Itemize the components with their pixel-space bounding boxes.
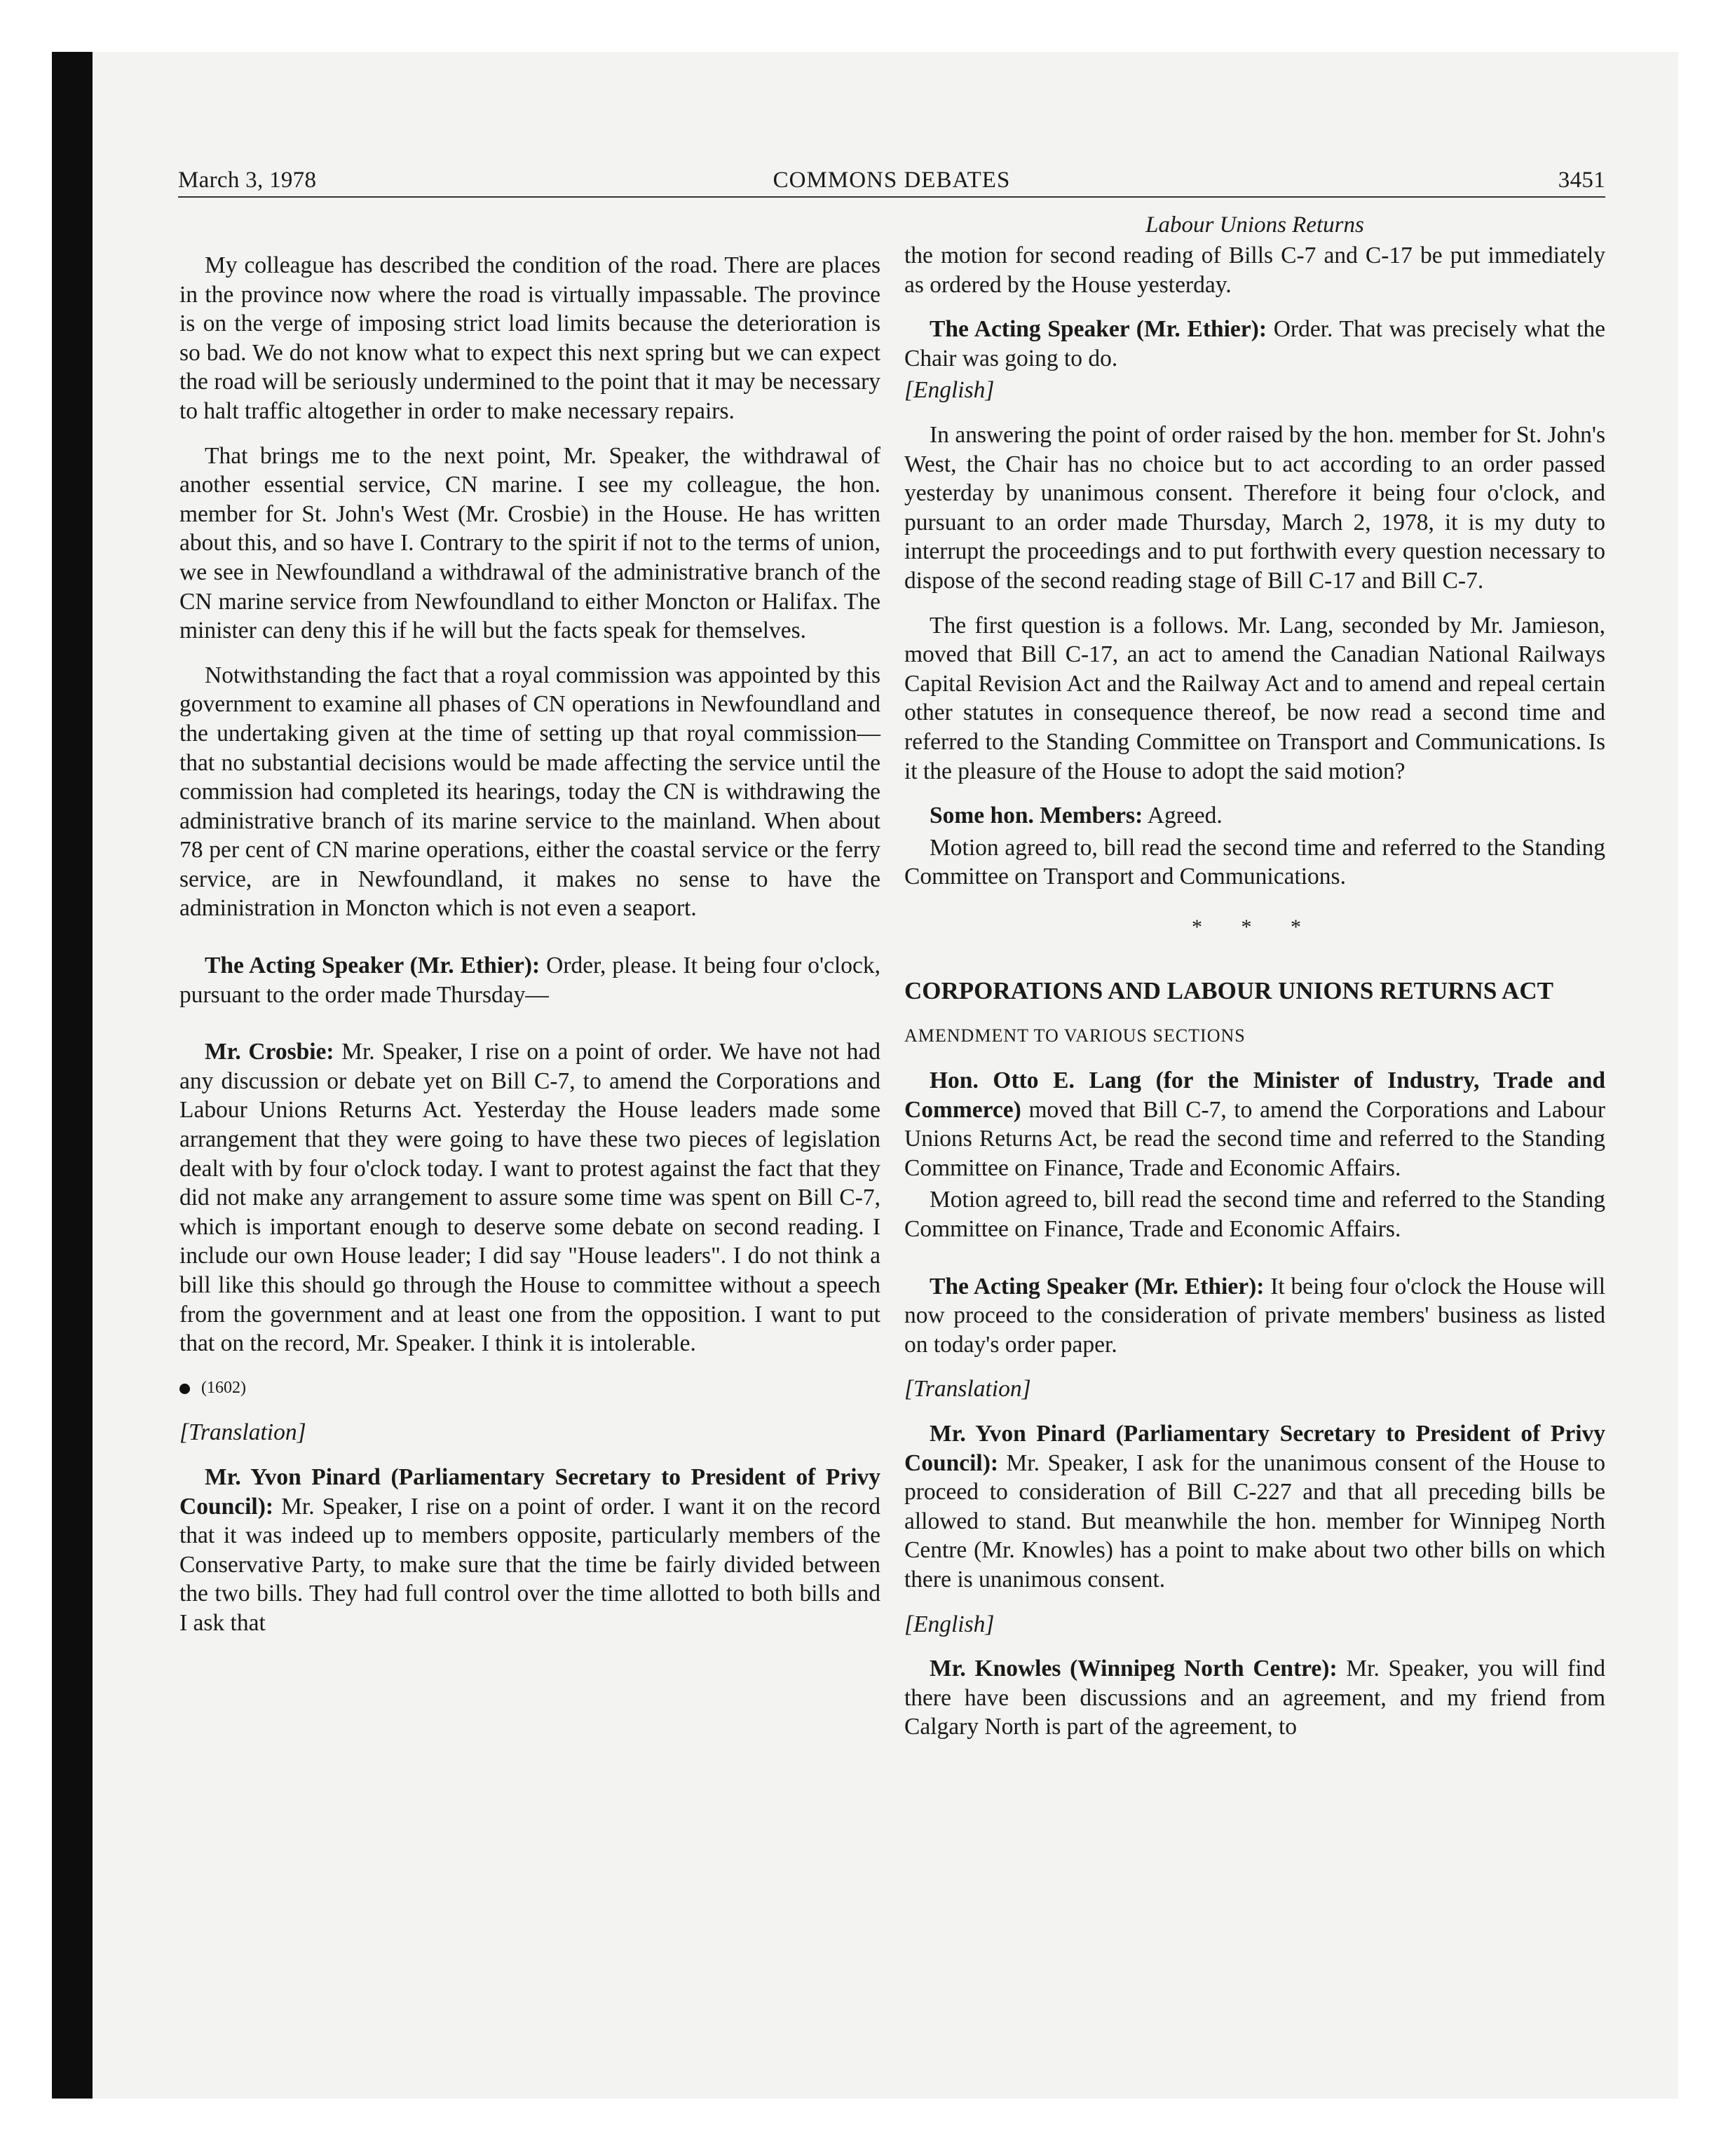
speech-text: Mr. Speaker, I ask for the unanimous consent of the House to proceed to consideration of Bill C-227 and that all preceding bills be allowed to stand. But meanwhile the hon. member for Winnipeg North Centre (Mr. Knowles) has a point to make about two other bills on which there is unanimous consent. [904,1449,1605,1592]
header-title: COMMONS DEBATES [773,168,1011,193]
section-subtitle: AMENDMENT TO VARIOUS SECTIONS [904,1025,1246,1046]
speaker-name: Mr. Yvon Pinard (Parliamentary Secretary to President of Privy Council): [179,1464,880,1520]
header-rule [178,196,1605,198]
speech-text: Agreed. [1143,803,1223,829]
paragraph [904,801,1605,831]
speaker-name: The Acting Speaker (Mr. Ethier): [930,1273,1265,1299]
language-tag: [Translation] [179,1419,306,1446]
section-separator: * * * [1192,915,1318,939]
paragraph [904,1272,1605,1360]
speech-text: Order, please. It being four o'clock, pursuant to the order made Thursday— [179,953,881,1008]
paragraph [904,1066,1605,1182]
left-column [179,251,880,1653]
speaker-name: Mr. Knowles (Winnipeg North Centre): [930,1656,1338,1682]
header-page-number: 3451 [1558,168,1605,193]
header-date: March 3, 1978 [178,168,317,193]
speaker-name: Some hon. Members: [930,803,1143,829]
speech-text: Mr. Speaker, I rise on a point of order. We have not had any discussion or debate yet on Bill C-7, to amend the Corporations and Labour Unions Returns Act. Yesterday the House leaders made some arrangement that they were going to have these two pieces of legislation dealt with by four o'clock today. I want to protest against the fact that they did not make any arrangement to assure some time was spent on Bill C-7, which is important enough to deserve some debate on second reading. I include our own House leader; I did say "House leaders". I do not think a bill like this should go through the House to committee without a speech from the government and at least one from the opposition. I want to put that on the record, Mr. Speaker. I think it is intolerable. [179,1039,880,1357]
paragraph [904,315,1605,373]
speech-text: Mr. Speaker, you will find there have been discussions and an agreement, and my friend from Calgary North is part of the agreement, to [904,1656,1605,1740]
language-tag: [English] [904,1611,995,1637]
speech-text: Order. That was precisely what the Chair was going to do. [904,316,1605,371]
speaker-name: Hon. Otto E. Lang (for the Minister of Industry, Trade and Commerce) [904,1067,1605,1123]
paragraph [179,951,880,1009]
section-title: CORPORATIONS AND LABOUR UNIONS RETURNS ACT [904,977,1554,1005]
paragraph: The first question is a follows. Mr. Lang, seconded by Mr. Jamieson, moved that Bill C-17, an act to amend the Canadian National Railways Capital Revision Act and the Railway Act and to amend and repeal certain other statutes in consequence thereof, be now read a second time and referred to the Standing Committee on Transport and Communications. Is it the pleasure of the House to adopt the said motion? [904,612,1605,784]
speech-text: Mr. Speaker, I rise on a point of order. I want it on the record that it was indeed up to members opposite, particularly members of the Conservative Party, to make sure that the time be fairly divided between the two bills. They had full control over the time allotted to both bills and I ask that [179,1493,880,1636]
time-stamp: (1602) [201,1378,246,1397]
paragraph: Motion agreed to, bill read the second time and referred to the Standing Committee on Transport and Communications. [904,834,1605,890]
language-tag: [Translation] [904,1376,1031,1403]
scan-edge-bar [52,52,93,2099]
paragraph: That brings me to the next point, Mr. Speaker, the withdrawal of another essential service, CN marine. I see my colleague, the hon. member for St. John's West (Mr. Crosbie) in the House. He has written about this, and so have I. Contrary to the spirit if not to the terms of union, we see in Newfoundland a withdrawal of the administrative branch of the CN marine service from Newfoundland to either Moncton or Halifax. The minister can deny this if he will but the facts speak for themselves. [179,442,880,644]
right-column [904,210,1605,1757]
paragraph: In answering the point of order raised by the hon. member for St. John's West, the Chair has no choice but to act according to an order passed yesterday by unanimous consent. Therefore it being four o'clock, and pursuant to an order made Thursday, March 2, 1978, it is my duty to interrupt the proceedings and to put forthwith every question necessary to dispose of the second reading stage of Bill C-17 and Bill C-7. [904,421,1605,594]
speaker-name: Mr. Yvon Pinard (Parliamentary Secretary to President of Privy Council): [904,1421,1605,1476]
time-marker [179,1374,880,1403]
speech-text: It being four o'clock the House will now proceed to the consideration of private members' business as listed on today's order paper. [904,1273,1606,1358]
paragraph: Notwithstanding the fact that a royal commission was appointed by this government to examine all phases of CN operations in Newfoundland and the undertaking given at the time of setting up that royal commission—that no substantial decisions would be made affecting the service until the commission had completed its hearings, today the CN is withdrawing the administrative branch of its marine service to the mainland. When about 78 per cent of CN marine operations, either the coastal service or the ferry service, are in Newfoundland, it makes no sense to have the administration in Moncton which is not even a seaport. [179,662,880,922]
paragraph: Motion agreed to, bill read the second time and referred to the Standing Committee on Finance, Trade and Economic Affairs. [904,1187,1605,1243]
speaker-name: The Acting Speaker (Mr. Ethier): [205,953,540,979]
running-head: Labour Unions Returns [1145,212,1364,238]
paragraph: the motion for second reading of Bills C-7 and C-17 be put immediately as ordered by the House yesterday. [904,243,1605,298]
speaker-name: Mr. Crosbie: [205,1039,334,1065]
bullet-icon [179,1384,190,1394]
paragraph [179,1037,880,1358]
page-header [178,164,1605,196]
speech-text: moved that Bill C-7, to amend the Corporations and Labour Unions Returns Act, be read the second time and referred to the Standing Committee on Finance, Trade and Economic Affairs. [904,1096,1605,1181]
paragraph [904,1419,1605,1595]
paragraph [904,1654,1605,1742]
paragraph: My colleague has described the condition of the road. There are places in the province now where the road is virtually impassable. The province is on the verge of imposing strict load limits because the deterioration is so bad. We do not know what to expect this next spring but we can expect the road will be seriously undermined to the point that it may be necessary to halt traffic altogether in order to make necessary repairs. [179,252,880,424]
speaker-name: The Acting Speaker (Mr. Ethier): [930,316,1267,343]
paragraph [179,1463,880,1638]
language-tag: [English] [904,377,995,404]
